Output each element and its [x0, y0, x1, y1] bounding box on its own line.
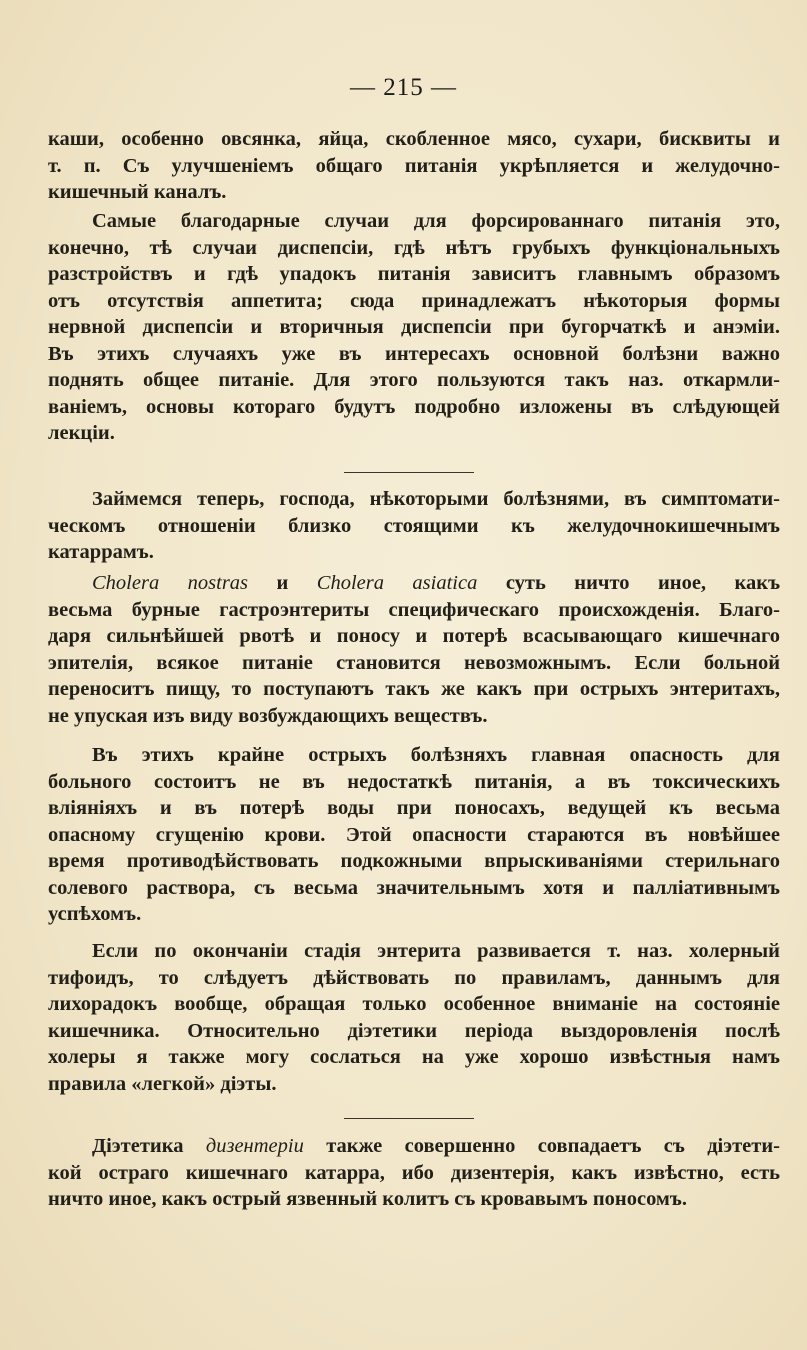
text-line: лекціи. — [48, 422, 115, 444]
section-divider — [344, 472, 474, 473]
text-line: ческомъ отношеніи близко стоящими къ желудочнокишечнымъ — [48, 514, 780, 537]
paragraph-continuation — [48, 126, 780, 206]
text-line: каши, особенно овсянка, яйца, скобленное мясо, сухари, бисквиты и — [48, 128, 780, 150]
text-line: Въ этихъ крайне острыхъ болѣзняхъ главная опасность для — [92, 744, 780, 766]
text-line: поднять общее питаніе. Для этого пользуются такъ наз. откармли- — [48, 369, 780, 391]
text-line: Если по окончаніи стадія энтерита развивается т. наз. холерный — [92, 940, 780, 962]
text-line: успѣхомъ. — [48, 903, 142, 925]
text-line: время противодѣйствовать подкожными впрыскиваніями стерильнаго — [48, 850, 780, 872]
text-line: тифоидъ, то слѣдуетъ дѣйствовать по правиламъ, даннымъ для — [48, 966, 780, 989]
text-line: кой остраго кишечнаго катарра, ибо дизентерія, какъ извѣстно, есть — [48, 1161, 780, 1184]
paragraph-symptomatic — [48, 486, 780, 566]
text-line: ваніемъ, основы котораго будутъ подробно изложены въ слѣдующей — [48, 395, 780, 418]
text-fragment: Діэтетика — [92, 1135, 206, 1157]
text-line: правила «легкой» діэты. — [48, 1072, 277, 1095]
text-line: даря сильнѣйшей рвотѣ и поносу и потерѣ всасывающаго кишечнаго — [48, 625, 780, 647]
text-line: вліяніяхъ и въ потерѣ воды при поносахъ, ведущей къ весьма — [48, 797, 780, 819]
text-fragment: суть ничто иное, какъ — [477, 572, 781, 594]
text-line: холеры я также могу сослаться на уже хорошо извѣстныя намъ — [48, 1046, 780, 1068]
text-line: нервной диспепсіи и вторичныя диспепсіи при бугорчаткѣ и анэміи. — [48, 316, 780, 338]
text-line — [48, 1133, 780, 1160]
paragraph-cholera — [48, 570, 780, 729]
text-line: не упуская изъ виду возбуждающихъ веществъ. — [48, 704, 488, 727]
italic-term: Cholera asiatica — [316, 572, 478, 594]
text-line: кишечный каналъ. — [48, 181, 227, 203]
text-line: солевого раствора, съ весьма значительнымъ хотя и палліативнымъ — [48, 876, 780, 899]
text-line: эпителія, всякое питаніе становится невозможнымъ. Если больной — [48, 651, 780, 674]
text-line: Займемся теперь, господа, нѣкоторыми болѣзнями, въ симптомати- — [92, 488, 780, 510]
text-line — [48, 570, 780, 597]
section-divider — [344, 1118, 474, 1119]
text-line: т. п. Съ улучшеніемъ общаго питанія укрѣпляется и желудочно- — [48, 154, 780, 177]
text-line: отъ отсутствія аппетита; сюда принадлежатъ нѣкоторыя формы — [48, 289, 780, 312]
text-line: опасному сгущенію крови. Этой опасности стараются въ новѣйшее — [48, 823, 780, 846]
paragraph-acute-diseases — [48, 742, 780, 928]
text-fragment: также совершенно совпадаетъ съ діэтети- — [303, 1135, 780, 1157]
paragraph-typhoid — [48, 938, 780, 1097]
text-line: ничто иное, какъ острый язвенный колитъ съ кровавымъ поносомъ. — [48, 1188, 687, 1210]
text-line: лихорадокъ вообще, обращая только особенное вниманіе на состояніе — [48, 993, 780, 1015]
text-line: весьма бурные гастроэнтериты специфическаго происхожденія. Благо- — [48, 598, 780, 621]
text-line: переноситъ пищу, то поступаютъ такъ же какъ при острыхъ энтеритахъ, — [48, 678, 780, 700]
italic-term: Cholera nostras — [92, 572, 249, 594]
italic-term: дизентеріи — [205, 1135, 304, 1157]
text-line: кишечника. Относительно діэтетики періода выздоровленія послѣ — [48, 1019, 780, 1042]
text-fragment: и — [248, 572, 317, 594]
paragraph-forced-feeding — [48, 208, 780, 447]
text-line: больного состоитъ не въ недостаткѣ питанія, а въ токсическихъ — [48, 770, 780, 793]
text-line: разстройствъ и гдѣ упадокъ питанія зависитъ главнымъ образомъ — [48, 263, 780, 285]
paragraph-dysentery — [48, 1133, 780, 1213]
text-line: Самые благодарные случаи для форсированнаго питанія это, — [92, 210, 780, 232]
text-line: Въ этихъ случаяхъ уже въ интересахъ основной болѣзни важно — [48, 342, 780, 365]
page-number: — 215 — — [350, 74, 457, 101]
text-line: катаррамъ. — [48, 541, 154, 563]
text-line: конечно, тѣ случаи диспепсіи, гдѣ нѣтъ грубыхъ функціональныхъ — [48, 236, 780, 259]
